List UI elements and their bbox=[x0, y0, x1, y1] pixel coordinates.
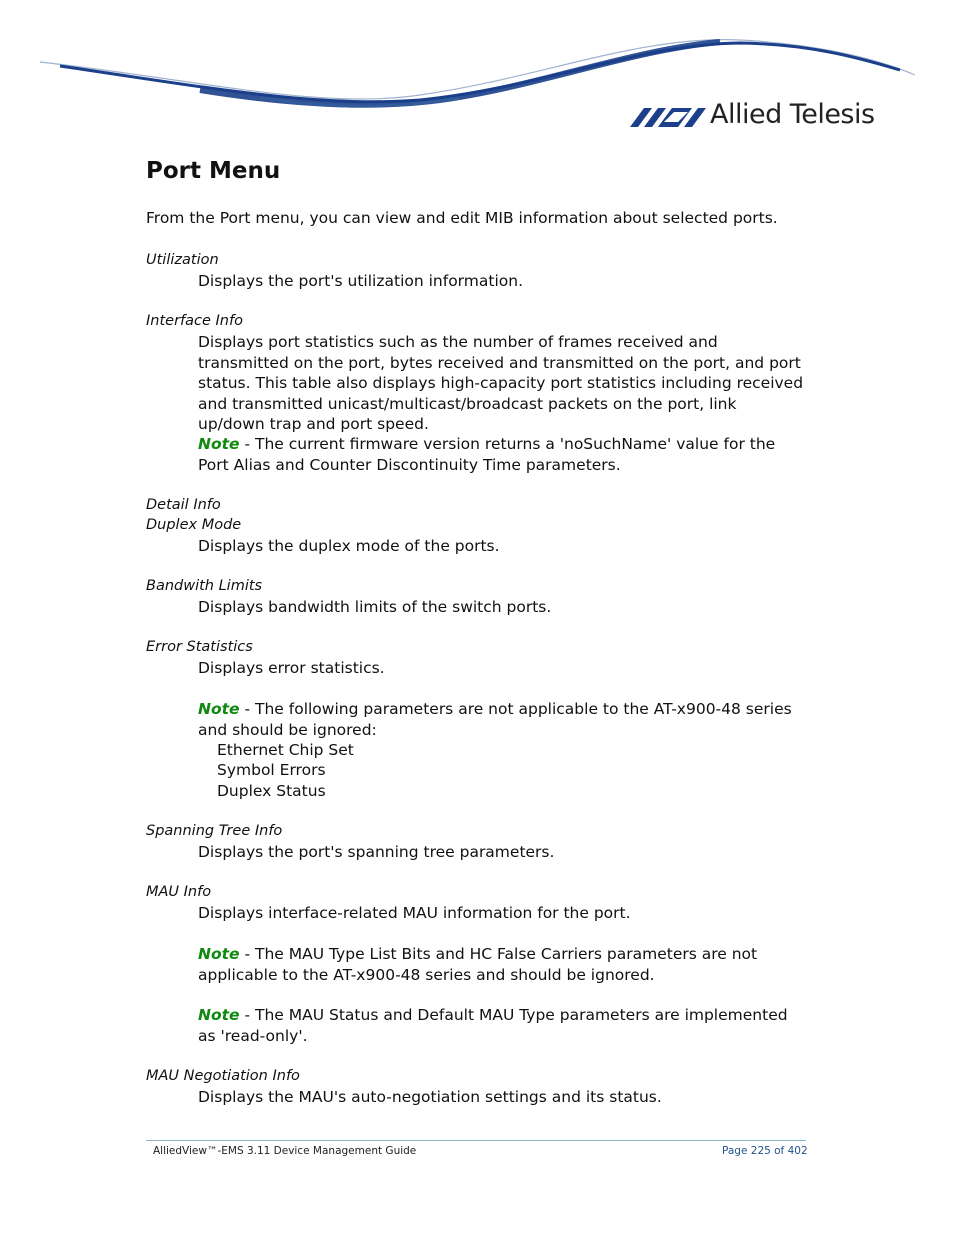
desc-utilization: Displays the port's utilization information. bbox=[198, 272, 523, 290]
allied-telesis-logo bbox=[630, 100, 710, 134]
desc-bandwidth-limits: Displays bandwidth limits of the switch ports. bbox=[198, 598, 552, 616]
note-mau-info-1 bbox=[198, 944, 808, 985]
note-label: Note bbox=[198, 435, 240, 453]
term-interface-info: Interface Info bbox=[146, 313, 243, 329]
footer-page-number: Page 225 of 402 bbox=[722, 1145, 808, 1157]
note-text: - The following parameters are not applicable to the AT-x900-48 series and should be ignored: bbox=[198, 700, 792, 739]
term-detail-info: Detail Info bbox=[146, 497, 221, 513]
desc-mau-info: Displays interface-related MAU information for the port. bbox=[198, 904, 631, 922]
page-title: Port Menu bbox=[146, 158, 281, 184]
brand-name: Allied Telesis bbox=[710, 99, 875, 130]
intro-text: From the Port menu, you can view and edit MIB information about selected ports. bbox=[146, 209, 778, 227]
term-duplex-mode: Duplex Mode bbox=[146, 517, 242, 533]
desc-interface-info: Displays port statistics such as the number of frames received and transmitted on the port, bytes received and transmitted on the port, and port status. This table also displays high-capacity port statistics including received and transmitted unicast/multicast/broadcast packets on the port, link up/down trap and port speed. bbox=[198, 333, 804, 433]
term-mau-negotiation-info: MAU Negotiation Info bbox=[146, 1068, 300, 1084]
desc-duplex-mode: Displays the duplex mode of the ports. bbox=[198, 537, 500, 555]
note-text: - The MAU Status and Default MAU Type parameters are implemented as 'read-only'. bbox=[198, 1006, 788, 1045]
list-item: Symbol Errors bbox=[217, 761, 326, 779]
note-interface-info bbox=[198, 434, 808, 475]
term-spanning-tree-info: Spanning Tree Info bbox=[146, 823, 283, 839]
desc-mau-negotiation-info: Displays the MAU's auto-negotiation settings and its status. bbox=[198, 1088, 662, 1106]
note-error-statistics bbox=[198, 699, 808, 740]
footer-divider bbox=[146, 1140, 806, 1141]
term-mau-info: MAU Info bbox=[146, 884, 212, 900]
note-text: - The current firmware version returns a 'noSuchName' value for the Port Alias and Counter Discontinuity Time parameters. bbox=[198, 435, 776, 474]
desc-spanning-tree-info: Displays the port's spanning tree parameters. bbox=[198, 843, 555, 861]
note-label: Note bbox=[198, 945, 240, 963]
footer-doc-title: AlliedView™-EMS 3.11 Device Management Guide bbox=[153, 1145, 417, 1157]
note-mau-info-2 bbox=[198, 1005, 808, 1046]
list-item: Ethernet Chip Set bbox=[217, 741, 354, 759]
note-text: - The MAU Type List Bits and HC False Carriers parameters are not applicable to the AT-x900-48 series and should be ignored. bbox=[198, 945, 758, 984]
term-error-statistics: Error Statistics bbox=[146, 639, 253, 655]
list-item: Duplex Status bbox=[217, 782, 326, 800]
desc-error-statistics: Displays error statistics. bbox=[198, 659, 385, 677]
term-bandwidth-limits: Bandwith Limits bbox=[146, 578, 263, 594]
term-utilization: Utilization bbox=[146, 252, 219, 268]
note-label: Note bbox=[198, 1006, 240, 1024]
note-label: Note bbox=[198, 700, 240, 718]
